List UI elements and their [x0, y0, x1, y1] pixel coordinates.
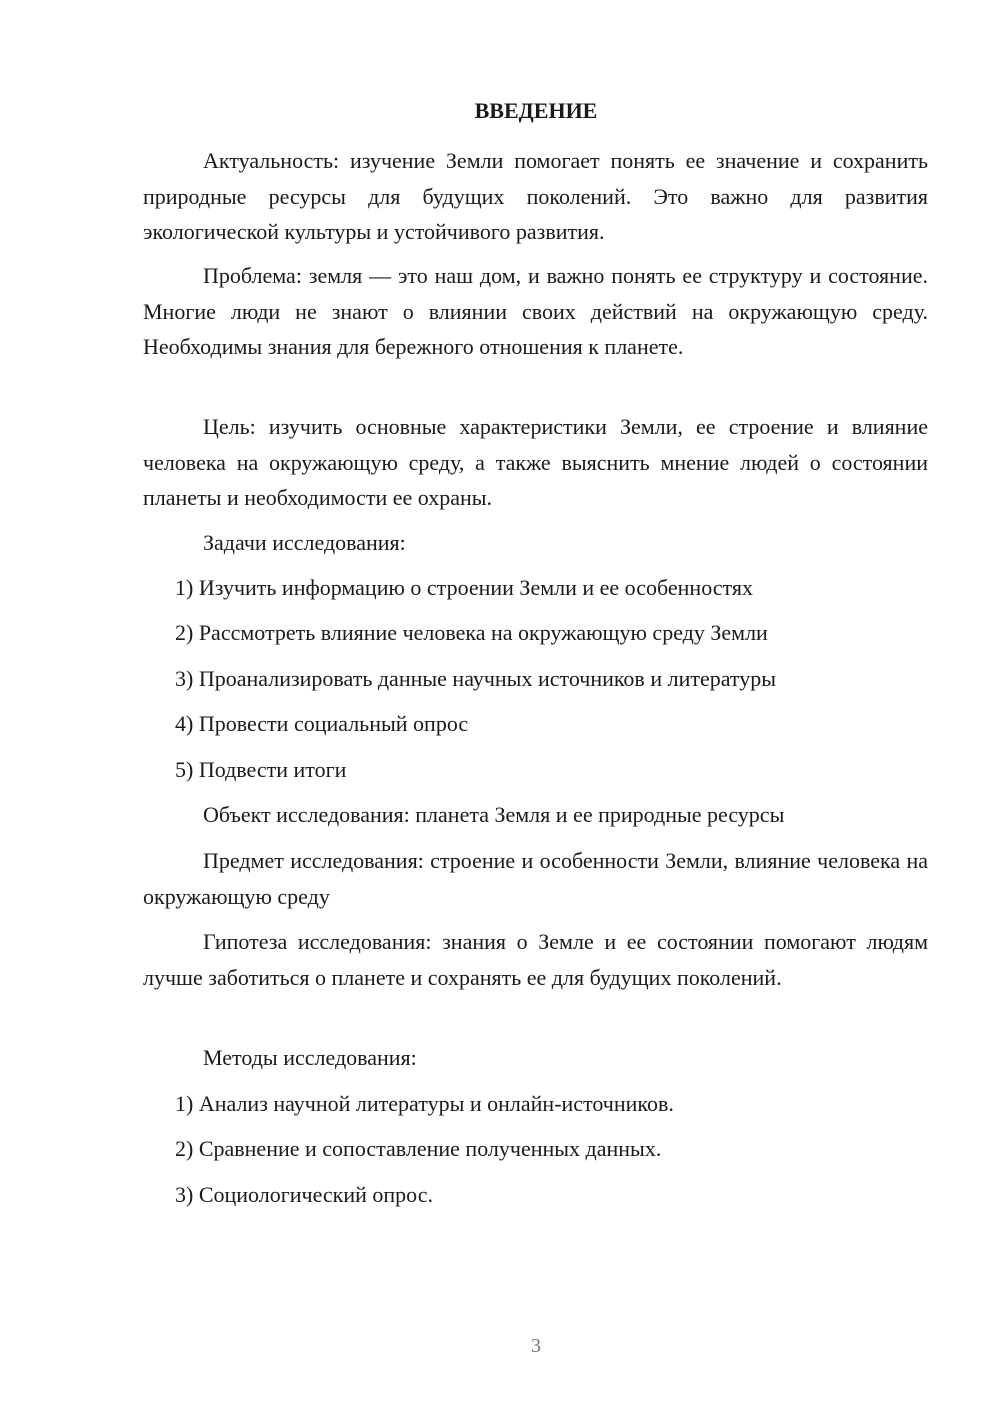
relevance-paragraph: Актуальность: изучение Земли помогает понять ее значение и сохранить природные ресурсы для будущих поколений. Это важно для развития экологической культуры и устойчивого развития.	[143, 148, 928, 244]
methods-label: Методы исследования:	[203, 1045, 417, 1070]
task-item: 1) Изучить информацию о строении Земли и ее особенностях	[175, 575, 753, 600]
object-paragraph: Объект исследования: планета Земля и ее природные ресурсы	[203, 802, 785, 827]
task-item: 4) Провести социальный опрос	[175, 711, 469, 736]
goal-paragraph: Цель: изучить основные характеристики Земли, ее строение и влияние человека на окружающую среду, а также выяснить мнение людей о состоянии планеты и необходимости ее охраны.	[143, 414, 928, 510]
method-item: 2) Сравнение и сопоставление полученных данных.	[175, 1136, 662, 1161]
section-title: ВВЕДЕНИЕ	[474, 98, 598, 123]
task-item: 5) Подвести итоги	[175, 757, 347, 782]
problem-paragraph: Проблема: земля — это наш дом, и важно понять ее структуру и состояние. Многие люди не знают о влиянии своих действий на окружающую среду. Необходимы знания для бережного отношения к планете.	[143, 263, 928, 359]
method-item: 1) Анализ научной литературы и онлайн-источников.	[175, 1091, 674, 1116]
hypothesis-paragraph: Гипотеза исследования: знания о Земле и ее состоянии помогают людям лучше заботиться о планете и сохранять ее для будущих поколений.	[143, 929, 928, 990]
tasks-label: Задачи исследования:	[203, 530, 406, 555]
method-item: 3) Социологический опрос.	[175, 1182, 433, 1207]
subject-paragraph: Предмет исследования: строение и особенности Земли, влияние человека на окружающую среду	[143, 848, 928, 909]
page-number: 3	[531, 1335, 541, 1357]
task-item: 3) Проанализировать данные научных источников и литературы	[175, 666, 777, 691]
task-item: 2) Рассмотреть влияние человека на окружающую среду Земли	[175, 620, 768, 645]
